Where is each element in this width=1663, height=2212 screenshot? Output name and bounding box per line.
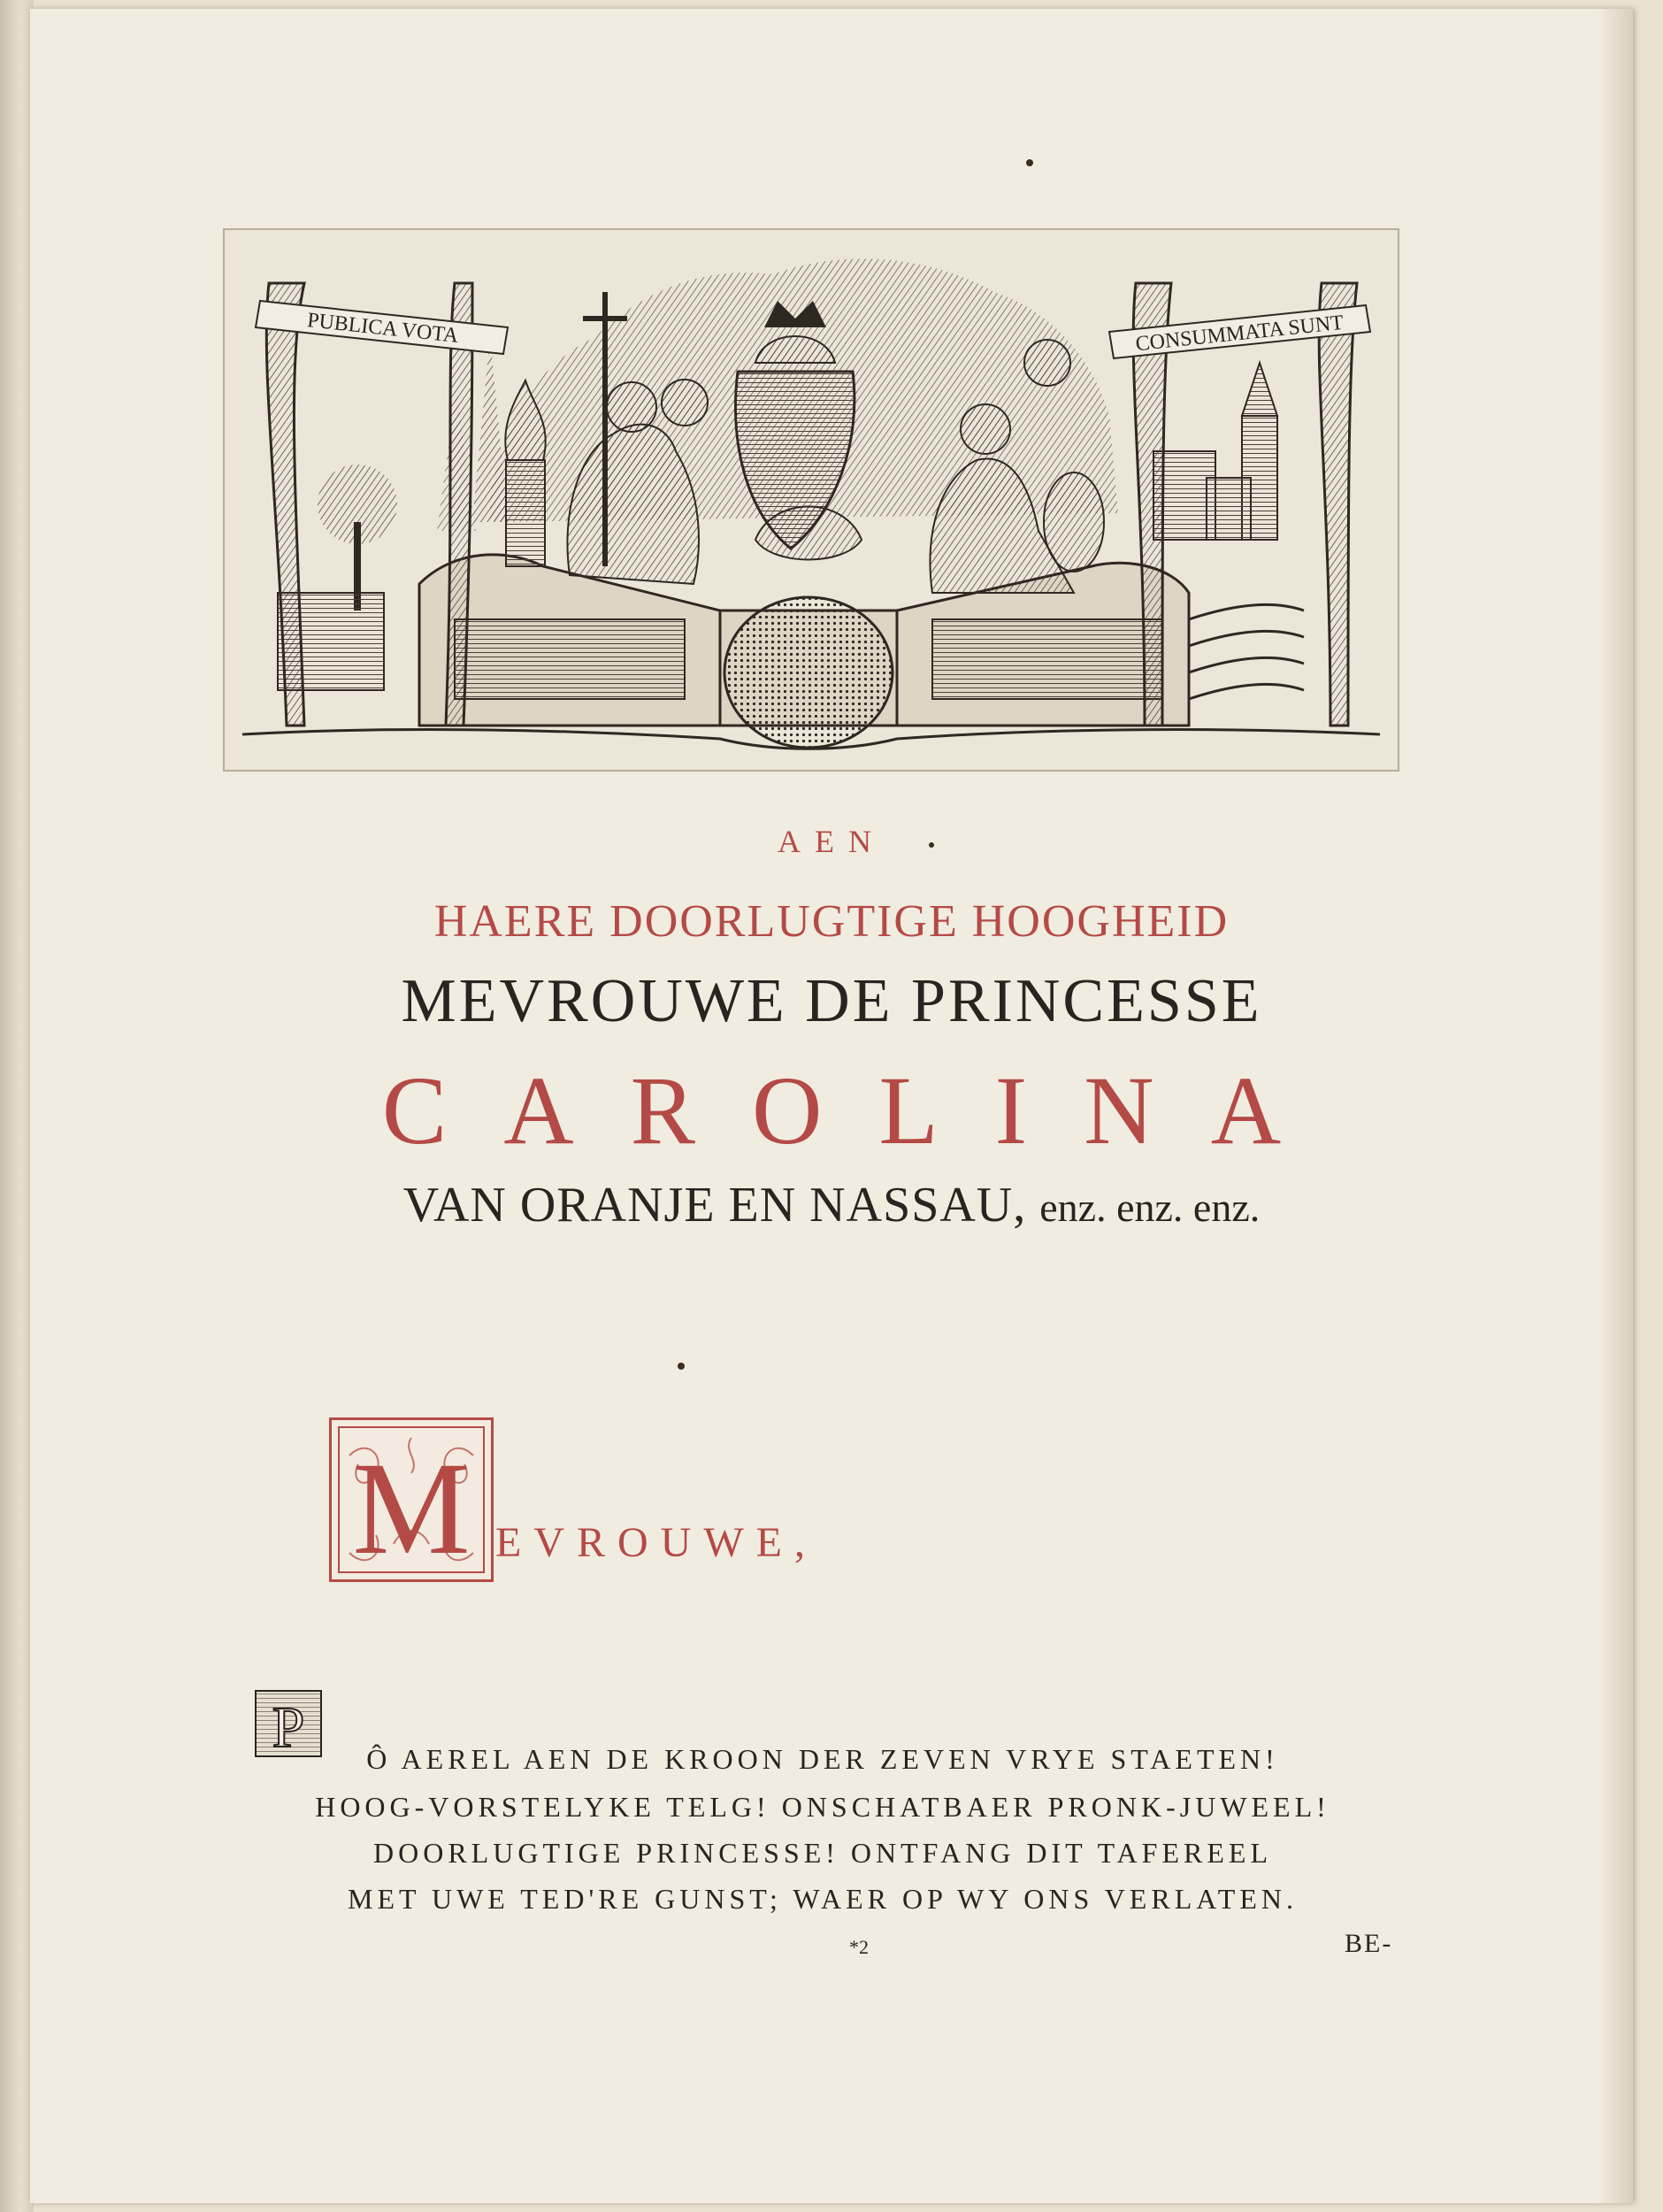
title-line-van-oranje bbox=[0, 1177, 1663, 1233]
banner-left-text: PUBLICA VOTA bbox=[306, 309, 460, 348]
headpiece-illustration bbox=[225, 230, 1398, 770]
verse-line-2: HOOG-VORSTELYKE TELG! ONSCHATBAER PRONK-JUWEEL! bbox=[315, 1791, 1330, 1823]
verse-line-1: Ô AEREL AEN DE KROON DER ZEVEN VRYE STAETEN! bbox=[366, 1743, 1279, 1775]
verse-line-3: DOORLUGTIGE PRINCESSE! ONTFANG DIT TAFEREEL bbox=[373, 1837, 1272, 1869]
title-line-carolina: CAROLINA bbox=[381, 1056, 1338, 1164]
signature-mark: *2 bbox=[849, 1936, 869, 1958]
title-line-van-main: VAN ORANJE EN NASSAU, bbox=[402, 1178, 1027, 1233]
engraved-headpiece bbox=[223, 228, 1399, 772]
initial-p-letter: P bbox=[272, 1695, 305, 1755]
title-line-van-enz: enz. enz. enz. bbox=[1039, 1185, 1261, 1230]
title-line-mevrouwe: MEVROUWE DE PRINCESSE bbox=[401, 967, 1262, 1035]
initial-m-ornament bbox=[332, 1420, 491, 1579]
catchword: BE- bbox=[1345, 1929, 1393, 1958]
banner-right-text: CONSUMMATA SUNT bbox=[1134, 311, 1345, 357]
salutation-text: EVROUWE, bbox=[495, 1519, 817, 1566]
decorated-initial-m bbox=[329, 1417, 494, 1582]
ink-speck bbox=[1026, 159, 1033, 166]
title-line-haere: HAERE DOORLUGTIGE HOOGHEID bbox=[433, 896, 1230, 947]
title-line-aen: AEN bbox=[778, 824, 885, 859]
ink-speck bbox=[678, 1363, 685, 1370]
verse-line-4: MET UWE TED'RE GUNST; WAER OP WY ONS VERLATEN. bbox=[348, 1883, 1298, 1915]
initial-m-letter: M bbox=[352, 1435, 471, 1579]
